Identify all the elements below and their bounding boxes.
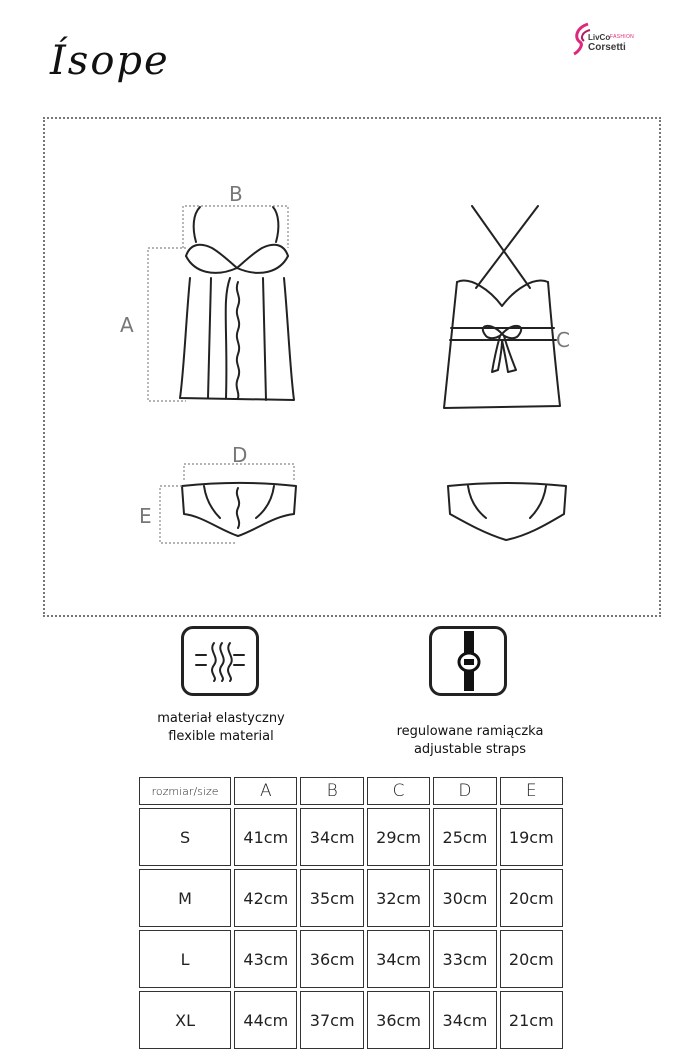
feature-caption-line2: adjustable straps — [413, 742, 527, 757]
table-row — [139, 930, 563, 988]
adjustable-strap-icon — [432, 629, 504, 693]
camisole-front-drawing — [180, 207, 294, 400]
value-cell: 37cm — [300, 991, 363, 1049]
table-row — [139, 869, 563, 927]
value-cell: 34cm — [300, 808, 363, 866]
brand-name-top: LivCo — [588, 33, 611, 42]
value-cell: 41cm — [234, 808, 297, 866]
value-cell: 36cm — [300, 930, 363, 988]
value-cell: 36cm — [367, 991, 430, 1049]
feature-caption-elastic — [131, 710, 311, 746]
brand-tag: FASHION — [610, 34, 635, 40]
briefs-front-drawing — [182, 483, 296, 536]
feature-icon-box-strap — [429, 626, 507, 696]
elastic-waves-icon — [184, 629, 256, 693]
size-table — [136, 774, 566, 1052]
value-cell: 34cm — [367, 930, 430, 988]
value-cell: 30cm — [433, 869, 496, 927]
value-cell: 29cm — [367, 808, 430, 866]
value-cell: 42cm — [234, 869, 297, 927]
value-cell: 33cm — [433, 930, 496, 988]
header-cell: D — [433, 777, 496, 805]
label-a: A — [120, 313, 134, 337]
header-cell: C — [367, 777, 430, 805]
header-cell: B — [300, 777, 363, 805]
camisole-back-drawing — [444, 206, 560, 408]
label-e: E — [139, 504, 152, 528]
feature-caption-strap — [365, 723, 575, 759]
label-b: B — [229, 182, 243, 206]
briefs-back-drawing — [448, 483, 566, 540]
table-row — [139, 808, 563, 866]
table-row — [139, 991, 563, 1049]
feature-caption-line1: materiał elastyczny — [157, 711, 285, 726]
feature-icon-box-elastic — [181, 626, 259, 696]
measure-b-guide — [183, 206, 288, 248]
value-cell: 34cm — [433, 991, 496, 1049]
size-cell: S — [139, 808, 231, 866]
size-cell: L — [139, 930, 231, 988]
measure-a-guide — [148, 248, 186, 401]
measure-e-guide — [160, 486, 236, 543]
brand-name-bottom: Corsetti — [588, 42, 626, 53]
value-cell: 35cm — [300, 869, 363, 927]
value-cell: 19cm — [500, 808, 563, 866]
feature-caption-line2: flexible material — [168, 729, 274, 744]
size-cell: XL — [139, 991, 231, 1049]
header-cell: rozmiar/size — [139, 777, 231, 805]
value-cell: 20cm — [500, 930, 563, 988]
label-d: D — [232, 443, 248, 467]
value-cell: 21cm — [500, 991, 563, 1049]
value-cell: 43cm — [234, 930, 297, 988]
value-cell: 44cm — [234, 991, 297, 1049]
header-cell: A — [234, 777, 297, 805]
label-c: C — [556, 328, 570, 352]
feature-caption-line1: regulowane ramiączka — [396, 724, 544, 739]
product-title: Ísope — [50, 38, 170, 84]
value-cell: 25cm — [433, 808, 496, 866]
header-cell: E — [500, 777, 563, 805]
value-cell: 20cm — [500, 869, 563, 927]
size-cell: M — [139, 869, 231, 927]
value-cell: 32cm — [367, 869, 430, 927]
size-table-header — [139, 777, 563, 805]
